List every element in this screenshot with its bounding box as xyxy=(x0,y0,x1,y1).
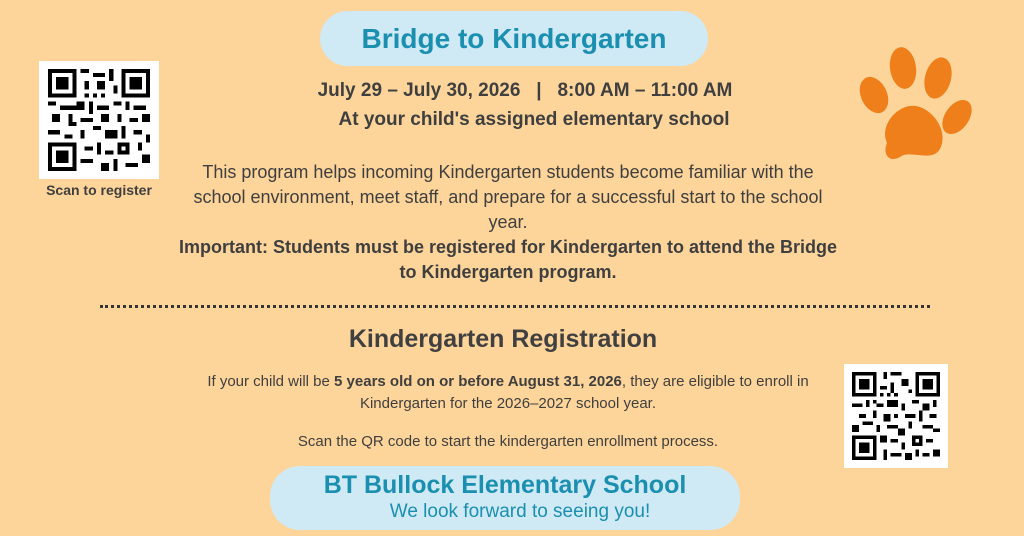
qr-code-icon xyxy=(47,69,151,171)
title-banner xyxy=(320,11,708,66)
registration-heading: Kindergarten Registration xyxy=(348,325,658,353)
event-dates: July 29 – July 30, 2026 xyxy=(317,80,521,101)
eligibility-text-start: If your child will be xyxy=(207,373,335,390)
eligibility-text-end: , they are eligible to enroll in Kindergarten for the 2026–2027 school year. xyxy=(359,373,809,412)
scan-to-register-label: Scan to register xyxy=(46,182,152,198)
enrollment-scan-instruction: Scan the QR code to start the kindergarten enrollment process. xyxy=(297,433,719,450)
school-banner xyxy=(270,466,740,530)
school-tagline: We look forward to seeing you! xyxy=(389,501,651,522)
date-time-separator: | xyxy=(536,80,542,101)
school-name: BT Bullock Elementary School xyxy=(323,471,687,499)
paw-print-icon xyxy=(852,45,976,165)
event-location: At your child's assigned elementary school xyxy=(338,109,730,130)
registration-eligibility xyxy=(175,371,841,415)
qr-code-icon xyxy=(852,372,940,460)
enrollment-qr-code[interactable] xyxy=(844,364,948,468)
section-divider xyxy=(100,305,930,308)
event-date-time xyxy=(200,80,850,102)
page-title: Bridge to Kindergarten xyxy=(361,23,667,54)
important-note: Important: Students must be registered for Kindergarten to attend the Bridge to Kindergarten program. xyxy=(178,237,838,282)
event-time: 8:00 AM – 11:00 AM xyxy=(557,80,733,101)
register-qr-code[interactable] xyxy=(39,61,159,179)
program-description: This program helps incoming Kindergarten students become familiar with the school environment, meet staff, and prepare for a successful start to the school year. xyxy=(193,162,823,232)
eligibility-age-cutoff: 5 years old on or before August 31, 2026 xyxy=(334,373,622,390)
